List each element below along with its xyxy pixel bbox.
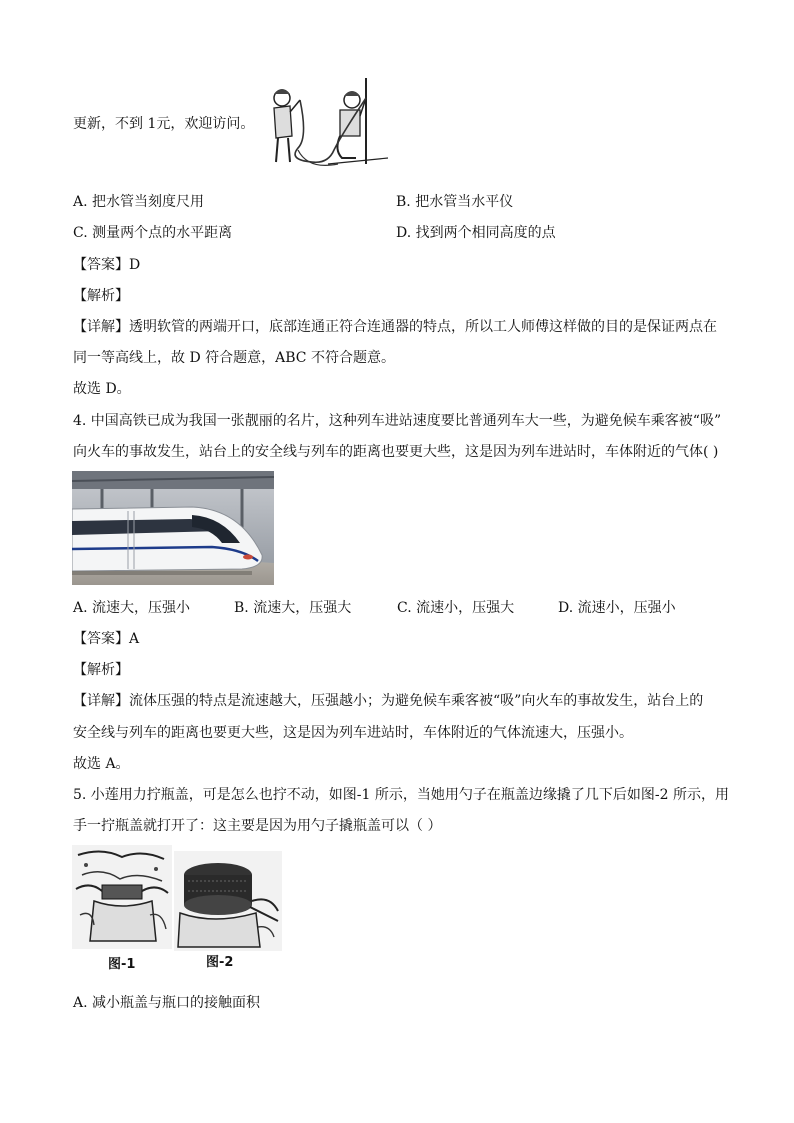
figure-1-hand-twisting-cap xyxy=(72,845,172,949)
q4-option-c: C. 流速小，压强大 xyxy=(397,600,515,616)
q5-stem-line-2: 手一拧瓶盖就打开了：这主要是因为用勺子撬瓶盖可以（ ） xyxy=(73,818,442,834)
q4-option-b: B. 流速大，压强大 xyxy=(234,600,352,616)
high-speed-train-photo xyxy=(72,471,274,585)
q3-answer: 【答案】D xyxy=(73,257,141,273)
q3-option-c: C. 测量两个点的水平距离 xyxy=(73,225,233,241)
q3-option-d: D. 找到两个相同高度的点 xyxy=(396,225,556,241)
q3-option-b: B. 把水管当水平仪 xyxy=(396,194,514,210)
q3-intro-tail: 更新，不到 1元，欢迎访问。 xyxy=(73,116,255,132)
q4-stem-line-1: 4. 中国高铁已成为我国一张靓丽的名片，这种列车进站速度要比普通列车大一些，为避免候车乘客被“吸” xyxy=(73,413,722,429)
q5-option-a: A. 减小瓶盖与瓶口的接触面积 xyxy=(73,995,261,1011)
q3-detail-line-1: 【详解】透明软管的两端开口，底部连通正符合连通器的特点，所以工人师傅这样做的目的是保证两点在 xyxy=(73,319,717,335)
q4-detail-line-1: 【详解】流体压强的特点是流速越大，压强越小；为避免候车乘客被“吸”向火车的事故发生，站台上的 xyxy=(73,693,704,709)
q4-conclusion: 故选 A。 xyxy=(73,756,130,772)
q4-stem-line-2: 向火车的事故发生，站台上的安全线与列车的距离也要更大些，这是因为列车进站时，车体附近的气体( ) xyxy=(73,444,719,460)
figure-2-spoon-prying-cap xyxy=(174,851,282,951)
workers-hose-illustration xyxy=(268,78,390,170)
q5-stem-line-1: 5. 小莲用力拧瓶盖，可是怎么也拧不动，如图-1 所示，当她用勺子在瓶盖边缘撬了几下后如图-2 所示，用 xyxy=(73,787,729,803)
q4-option-a: A. 流速大，压强小 xyxy=(73,600,191,616)
q3-analysis-label: 【解析】 xyxy=(73,288,129,304)
q4-answer: 【答案】A xyxy=(73,631,140,647)
q4-analysis-label: 【解析】 xyxy=(73,662,129,678)
q3-detail-line-2: 同一等高线上，故 D 符合题意，ABC 不符合题意。 xyxy=(73,350,395,366)
figure-1-caption: 图-1 xyxy=(108,957,136,972)
q3-conclusion: 故选 D。 xyxy=(73,381,131,397)
q4-detail-line-2: 安全线与列车的距离也要更大些，这是因为列车进站时，车体附近的气体流速大，压强小。 xyxy=(73,725,633,741)
q4-option-d: D. 流速小，压强小 xyxy=(558,600,676,616)
figure-2-caption: 图-2 xyxy=(206,955,234,970)
q3-option-a: A. 把水管当刻度尺用 xyxy=(73,194,205,210)
bottle-cap-figures xyxy=(72,845,282,973)
